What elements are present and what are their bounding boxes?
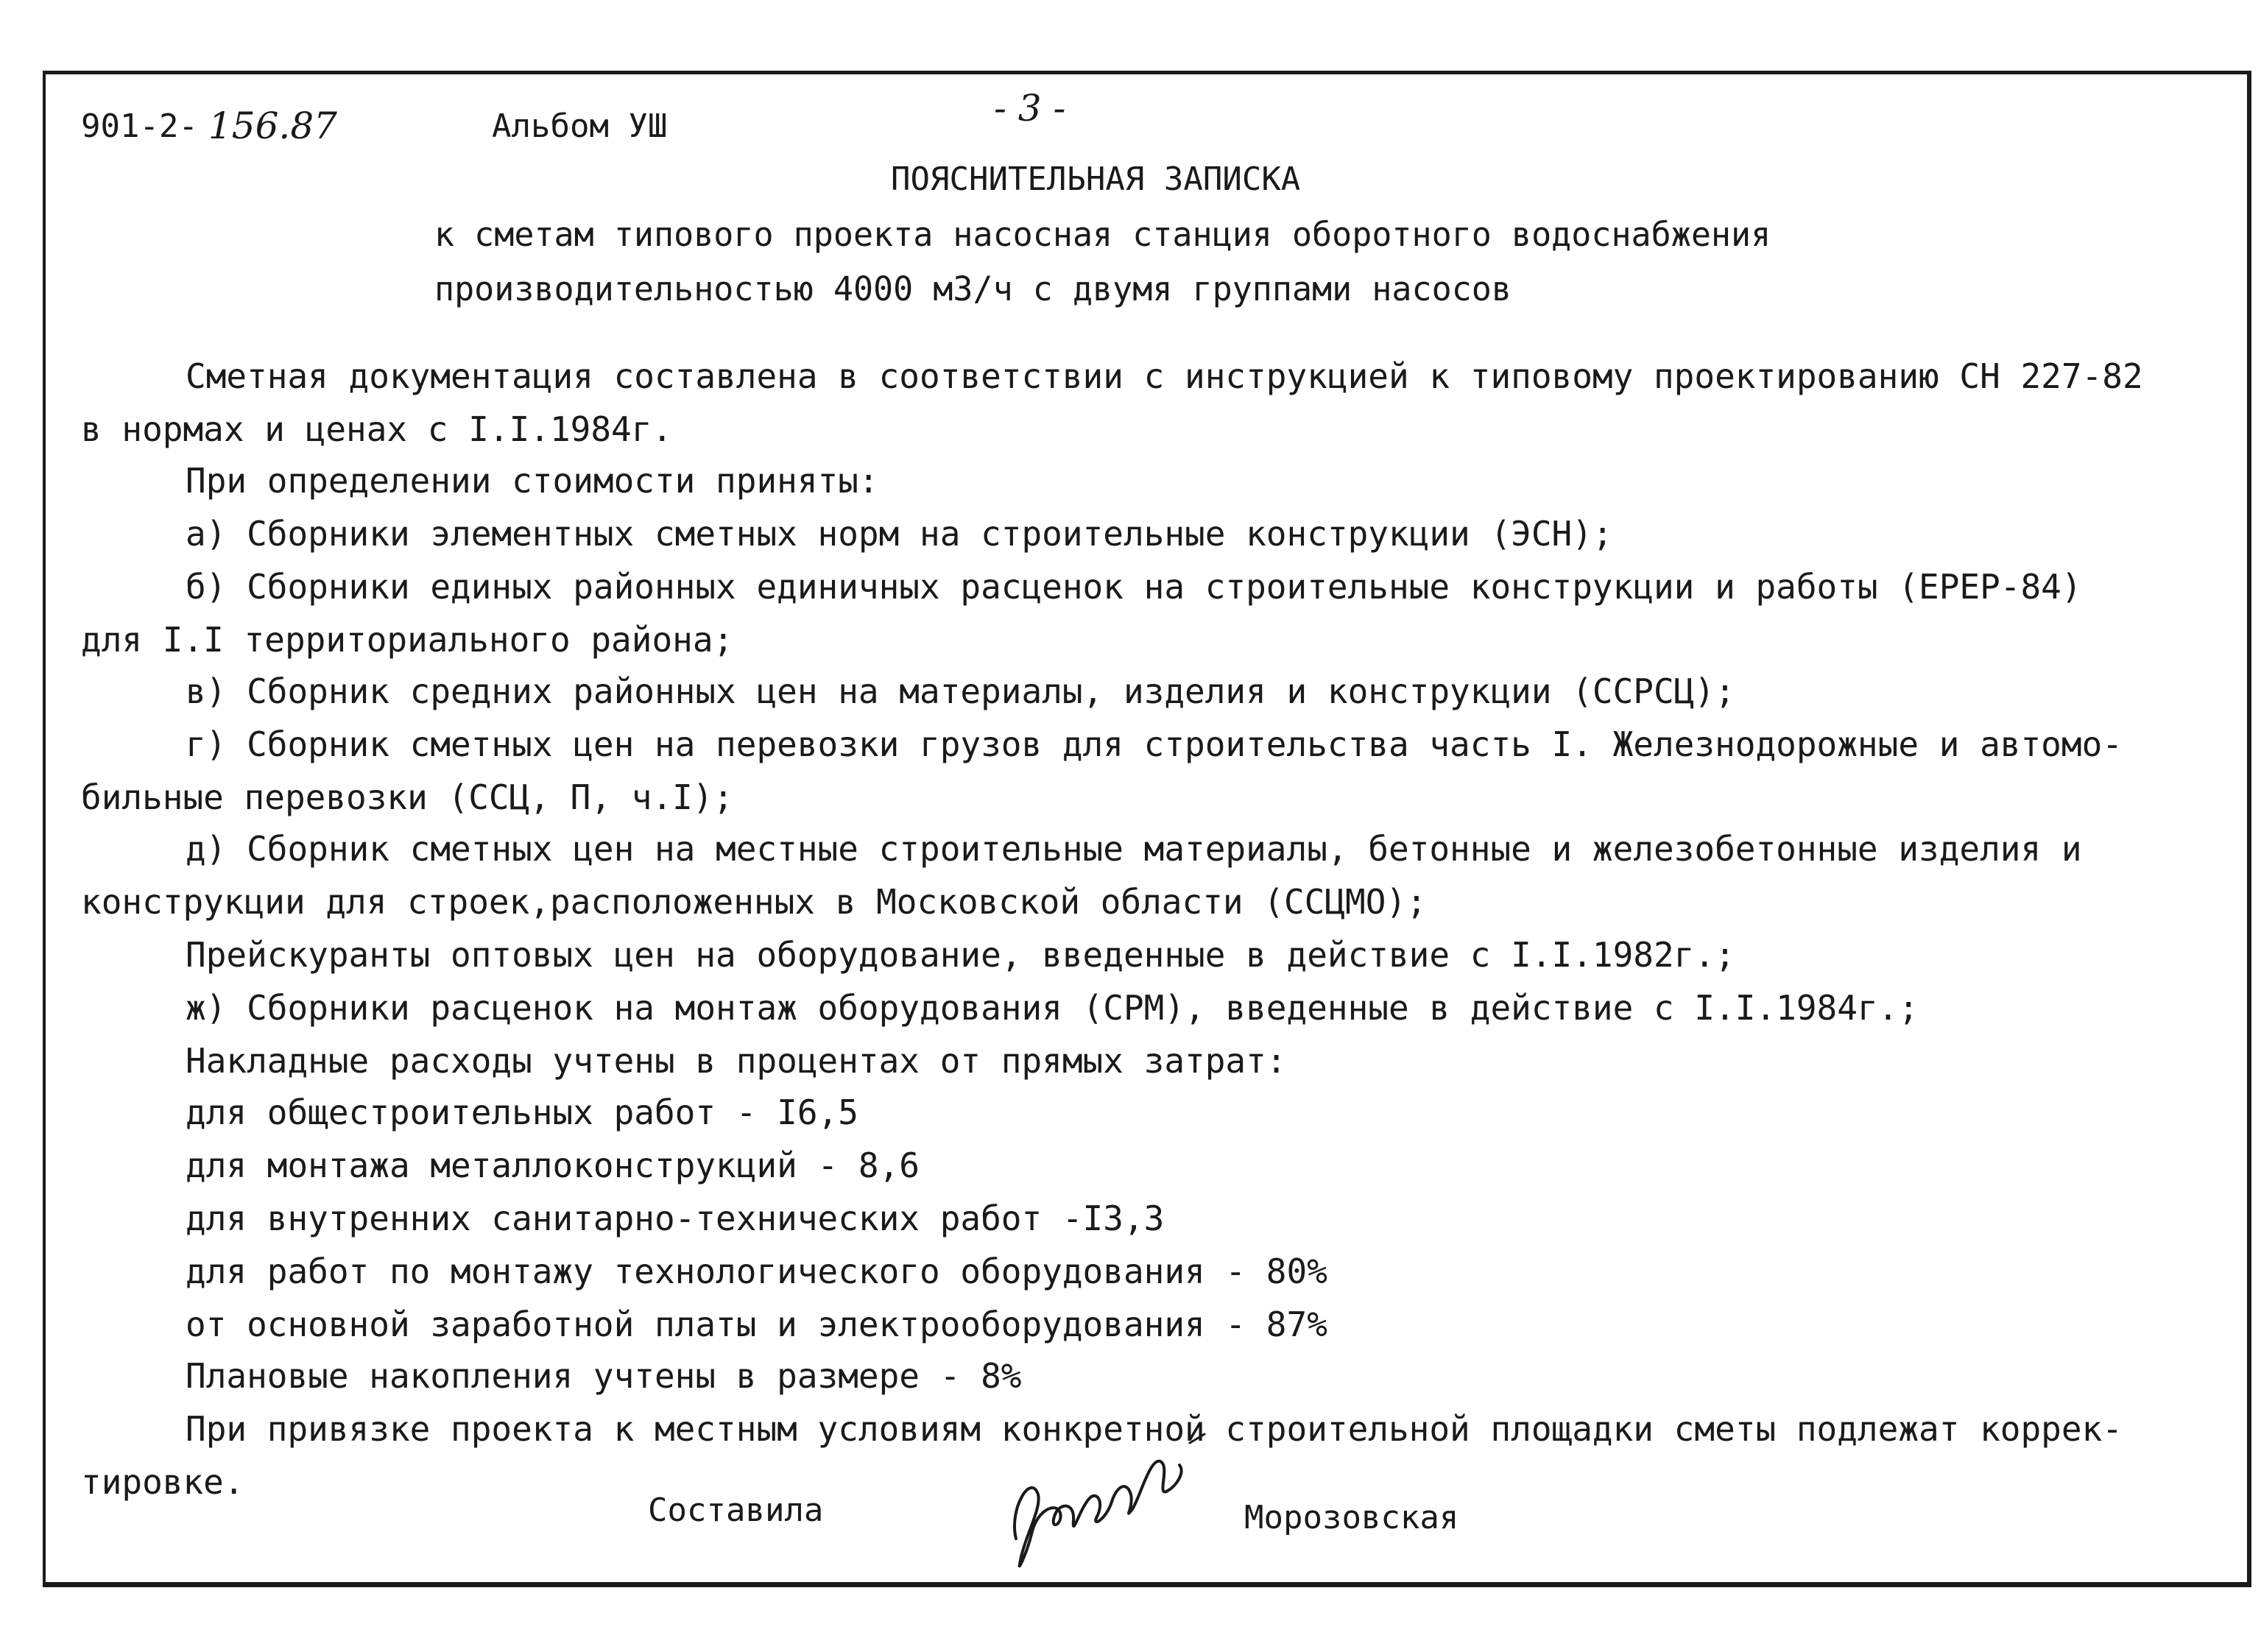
body-line: При привязке проекта к местным условиям конкретной строительной площадки сметы подлежат коррек- <box>186 1409 2123 1449</box>
body-line: для внутренних санитарно-технических работ -I3,3 <box>186 1199 1165 1238</box>
document-subtitle-line-2: производительностью 4000 м3/ч с двумя группами насосов <box>434 269 1512 308</box>
body-line: конструкции для строек,расположенных в Московской области (ССЦМО); <box>81 882 1427 922</box>
body-line: Плановые накопления учтены в размере - 8% <box>186 1356 1022 1396</box>
body-line: Сметная документация составлена в соответствии с инструкцией к типовому проектированию СН 227-82 <box>186 356 2143 396</box>
body-line: При определении стоимости приняты: <box>186 461 879 501</box>
handwritten-signature-icon <box>987 1428 1237 1575</box>
body-line: для I.I территориального района; <box>81 620 734 660</box>
body-line: д) Сборник сметных цен на местные строительные материалы, бетонные и железобетонные изделия и <box>186 829 2082 869</box>
album-label: Альбом УШ <box>492 107 668 145</box>
body-line: б) Сборники единых районных единичных расценок на строительные конструкции и работы (ЕРЕР-84) <box>186 567 2082 607</box>
body-line: в) Сборник средних районных цен на материалы, изделия и конструкции (ССРСЦ); <box>186 671 1735 711</box>
body-line: тировке. <box>81 1462 244 1502</box>
page-number: - 3 - <box>994 87 1066 130</box>
body-line: Прейскуранты оптовых цен на оборудование, введенные в действие с I.I.1982г.; <box>186 935 1735 975</box>
body-line: для монтажа металлоконструкций - 8,6 <box>186 1146 920 1185</box>
body-line: для работ по монтажу технологического оборудования - 80% <box>186 1252 1327 1291</box>
body-line: а) Сборники элементных сметных норм на строительные конструкции (ЭСН); <box>186 514 1613 554</box>
signature-label: Составила <box>648 1492 824 1529</box>
body-line: Накладные расходы учтены в процентах от прямых затрат: <box>186 1041 1287 1081</box>
body-line: бильные перевозки (ССЦ, П, ч.I); <box>81 777 734 817</box>
body-line: в нормах и ценах с I.I.1984г. <box>81 409 673 449</box>
body-line: для общестроительных работ - I6,5 <box>186 1092 858 1132</box>
body-line: ж) Сборники расценок на монтаж оборудования (СРМ), введенные в действие с I.I.1984г.; <box>186 988 1919 1028</box>
document-subtitle-line-1: к сметам типового проекта насосная станция оборотного водоснабжения <box>434 215 1771 254</box>
body-line: г) Сборник сметных цен на перевозки грузов для строительства часть I. Железнодорожные и автомо- <box>186 724 2123 764</box>
signature-name: Морозовская <box>1244 1499 1459 1536</box>
doc-number: 156.87 <box>208 105 337 147</box>
body-line: от основной заработной платы и электрооборудования - 87% <box>186 1305 1327 1344</box>
document-heading: ПОЯСНИТЕЛЬНАЯ ЗАПИСКА <box>891 160 1301 198</box>
doc-code: 901-2- <box>81 107 198 145</box>
